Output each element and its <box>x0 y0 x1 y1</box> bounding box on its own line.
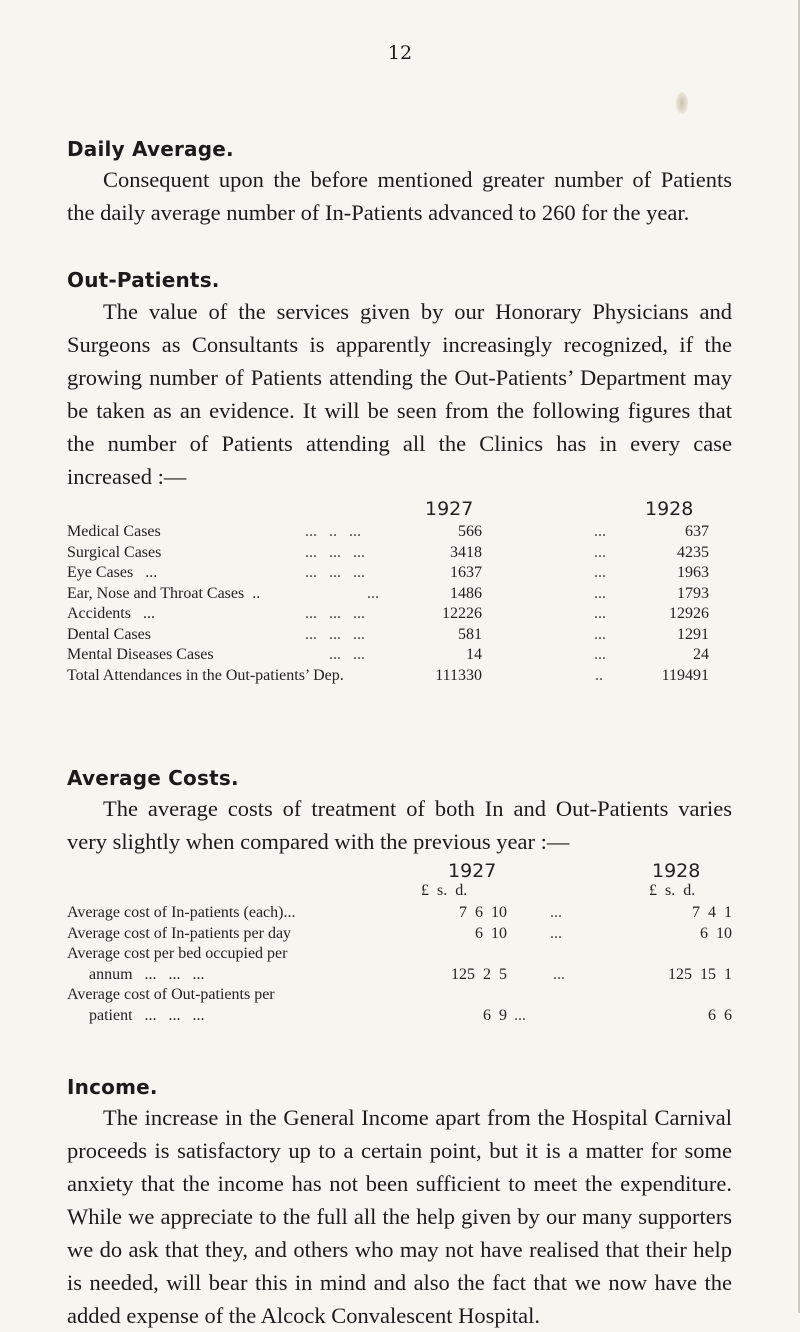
row-label: Average cost of In-patients per day <box>67 924 292 942</box>
row-label: Dental Cases <box>67 625 151 643</box>
clinics-row-dental <box>67 625 737 646</box>
clinics-year-1928: 1928 <box>645 498 694 520</box>
costs-unit-1928: £ s. d. <box>649 882 696 899</box>
row-dots: ... <box>550 904 562 921</box>
clinics-row-eye <box>67 563 737 584</box>
row-dots: ... <box>367 584 379 602</box>
row-dots: ... <box>594 625 606 643</box>
clinics-row-mental <box>67 645 737 666</box>
row-value-1928: 7 4 1 <box>692 904 732 921</box>
row-dots: ... ... ... <box>305 605 365 622</box>
daily-average-text: Consequent upon the before mentioned greater number of Patients the daily average number of In-Patients advanced to 260 for the year. <box>67 167 732 225</box>
row-dots: ... <box>594 605 606 622</box>
row-value-1927: 6 10 <box>475 924 507 942</box>
clinics-table <box>67 498 737 728</box>
row-label: Average cost of Out-patients per <box>67 986 275 1003</box>
clinics-row-ent <box>67 584 737 605</box>
row-value-1928: 4235 <box>677 543 709 561</box>
row-label-cont: annum ... ... ... <box>89 965 205 983</box>
costs-row-bed-annum <box>67 965 737 986</box>
costs-table <box>67 860 737 1040</box>
costs-year-1927: 1927 <box>448 860 497 882</box>
row-dots: ... <box>514 1006 526 1024</box>
row-value-1928: 119491 <box>661 666 709 684</box>
row-value-1927: 7 6 10 <box>459 904 507 921</box>
row-value-1928: 1291 <box>677 625 709 643</box>
clinics-row-surgical <box>67 543 737 564</box>
row-value-1928: 125 15 1 <box>668 965 732 983</box>
row-label: Average cost per bed occupied per <box>67 945 288 962</box>
clinics-row-accidents <box>67 604 737 625</box>
row-label: Accidents ... <box>67 605 155 622</box>
row-label-cont: patient ... ... ... <box>89 1006 205 1024</box>
row-dots: ... <box>594 646 606 663</box>
average-costs-text: The average costs of treatment of both In and Out-Patients varies very slightly when compared with the previous year :— <box>67 796 732 854</box>
row-label: Medical Cases <box>67 523 161 540</box>
row-value-1928: 1963 <box>677 564 709 581</box>
costs-row-outpatient-patient <box>67 1006 737 1027</box>
row-value-1927: 3418 <box>450 543 482 561</box>
row-value-1927: 111330 <box>435 666 482 684</box>
out-patients-text: The value of the services given by our Honorary Physicians and Surgeons as Consultants is apparently increasingly recognized, if the growing number of Patients attending the Out-Patients’ Department may be taken as an evidence. It will be seen from the following figures that the number of Patients attending all the Clinics has in every case increased :— <box>67 299 732 489</box>
out-patients-heading: Out-Patients. <box>67 268 220 292</box>
paper-stain <box>676 92 688 114</box>
costs-row-inpatient-each <box>67 903 737 924</box>
row-dots: ... .. ... <box>305 523 361 540</box>
row-dots: ... ... ... <box>305 625 365 643</box>
row-label: Total Attendances in the Out-patients’ Dep. <box>67 666 344 684</box>
row-value-1928: 6 10 <box>700 924 732 942</box>
row-value-1927: 1637 <box>450 564 482 581</box>
page-number: 12 <box>387 42 413 64</box>
row-value-1927: 12226 <box>442 605 482 622</box>
average-costs-heading: Average Costs. <box>67 766 239 790</box>
income-heading: Income. <box>67 1075 158 1099</box>
row-label: Surgical Cases <box>67 543 162 561</box>
row-value-1928: 6 6 <box>708 1006 732 1024</box>
costs-rows <box>67 903 737 1026</box>
row-value-1927: 581 <box>458 625 482 643</box>
row-value-1927: 14 <box>466 646 482 663</box>
row-value-1927: 125 2 5 <box>451 965 507 983</box>
clinics-row-total <box>67 666 737 687</box>
row-label: Ear, Nose and Throat Cases .. <box>67 584 261 602</box>
row-value-1927: 6 9 <box>483 1006 507 1024</box>
row-dots: ... ... <box>329 646 365 663</box>
costs-year-1928: 1928 <box>652 860 701 882</box>
costs-row-outpatient-label <box>67 985 737 1006</box>
costs-unit-1927: £ s. d. <box>421 882 468 899</box>
row-label: Mental Diseases Cases <box>67 646 214 663</box>
row-value-1928: 12926 <box>669 605 709 622</box>
row-value-1928: 24 <box>693 646 709 663</box>
row-dots: ... <box>553 965 565 983</box>
row-dots: .. <box>595 666 603 684</box>
costs-row-inpatient-day <box>67 924 737 945</box>
row-value-1927: 566 <box>458 523 482 540</box>
row-dots: ... <box>550 924 562 942</box>
row-dots: ... ... ... <box>305 543 365 561</box>
row-label: Average cost of In-patients (each)... <box>67 904 296 921</box>
row-value-1928: 637 <box>685 523 709 540</box>
row-dots: ... ... ... <box>305 564 365 581</box>
costs-row-bed-label <box>67 944 737 965</box>
row-dots: ... <box>594 543 606 561</box>
clinics-rows <box>67 522 737 686</box>
row-dots: ... <box>594 523 606 540</box>
row-label: Eye Cases ... <box>67 564 158 581</box>
clinics-year-1927: 1927 <box>425 498 474 520</box>
row-value-1928: 1793 <box>677 584 709 602</box>
row-dots: ... <box>594 564 606 581</box>
row-dots: ... <box>594 584 606 602</box>
daily-average-heading: Daily Average. <box>67 137 234 161</box>
row-value-1927: 1486 <box>450 584 482 602</box>
income-text: The increase in the General Income apart from the Hospital Carnival proceeds is satisfactory up to a certain point, but it is a matter for some anxiety that the income has not been sufficient to meet the expenditure. While we appreciate to the full all the help given by our many supporters we do ask that they, and others who may not have realised that their help is needed, will bear this in mind and also the fact that we now have the added expense of the Alcock Convalescent Hospital. <box>67 1105 732 1328</box>
clinics-row-medical <box>67 522 737 543</box>
